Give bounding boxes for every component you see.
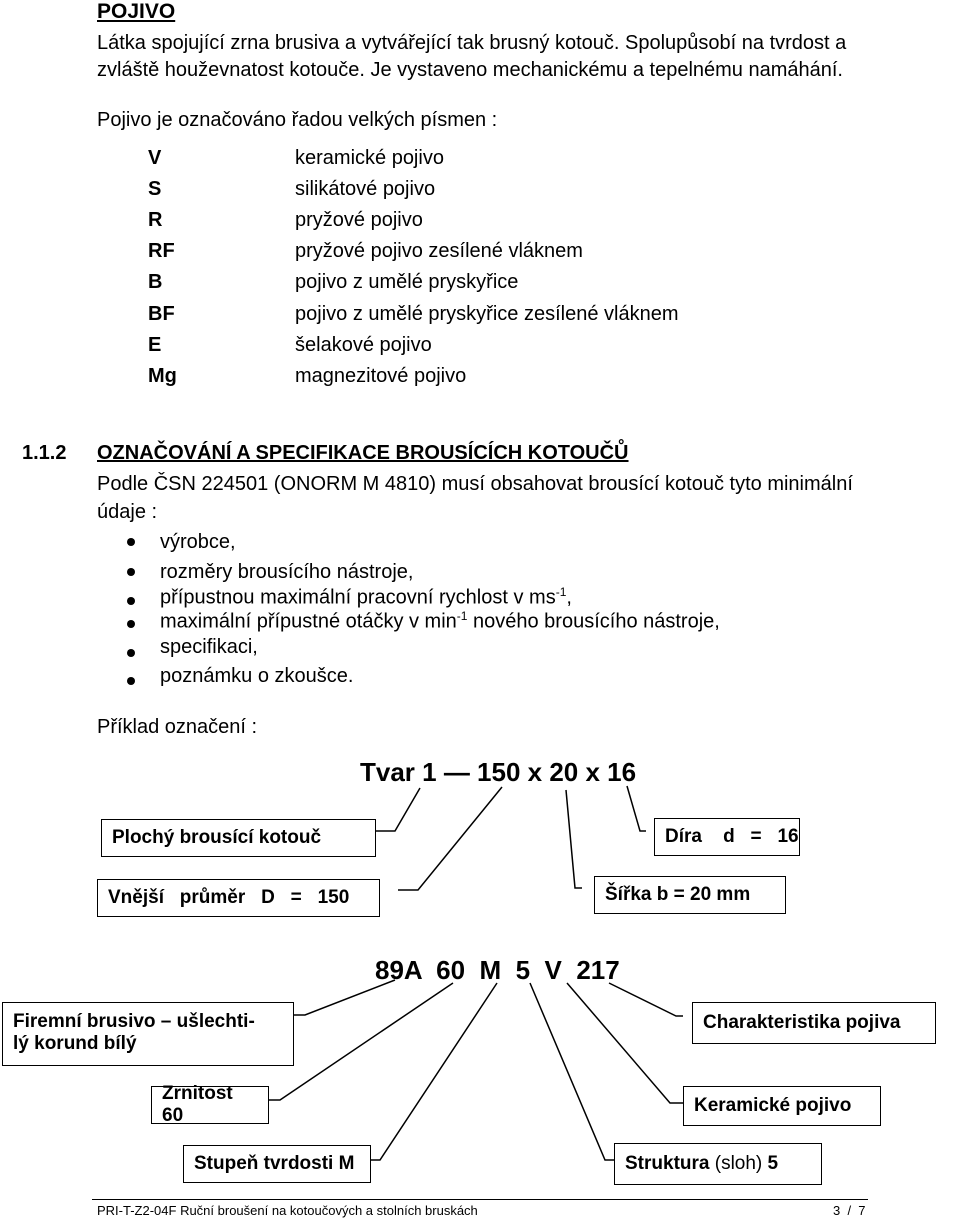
box-label: Díra d = 16: [665, 826, 799, 847]
pojivo-code: E: [148, 334, 162, 356]
pojivo-intro-line-2: zvláště houževnatost kotouče. Je vystaveno mechanickému a tepelnému namáhání.: [97, 59, 843, 81]
connector-line: [627, 786, 646, 831]
pojivo-intro-line-1: Látka spojující zrna brusiva a vytvářející tak brusný kotouč. Spolupůsobí na tvrdost a: [97, 32, 847, 54]
box-label: Keramické pojivo: [694, 1095, 852, 1116]
pojivo-code: RF: [148, 240, 175, 262]
box-label-value: 5: [767, 1153, 779, 1174]
connector-line: [609, 983, 683, 1016]
section-title: OZNAČOVÁNÍ A SPECIFIKACE BROUSÍCÍCH KOTOUČŮ: [97, 442, 629, 464]
box-width: [594, 876, 786, 914]
connector-line: [530, 983, 614, 1160]
list-item-text: nového brousícího nástroje,: [467, 610, 720, 633]
pojivo-desc: pryžové pojivo: [295, 209, 423, 231]
pojivo-code: B: [148, 271, 163, 293]
box-abrasive: [2, 1002, 294, 1066]
box-hole-diameter: [654, 818, 800, 856]
pojivo-code: V: [148, 147, 162, 169]
pojivo-desc: magnezitové pojivo: [295, 365, 467, 387]
list-item: poznámku o zkoušce.: [160, 665, 354, 687]
pojivo-code: BF: [148, 303, 175, 325]
box-label: Zrnitost 60: [162, 1083, 233, 1126]
section-intro-line-2: údaje :: [97, 501, 158, 523]
box-structure: [614, 1143, 822, 1185]
box-label-normal: (sloh): [709, 1153, 768, 1174]
section-number: 1.1.2: [22, 442, 67, 464]
footer-rule: [92, 1199, 868, 1200]
pojivo-marking-intro: Pojivo je označováno řadou velkých písmen :: [97, 109, 498, 131]
connector-line: [398, 787, 502, 890]
connector-line: [566, 790, 582, 888]
box-label-bold: Struktura: [625, 1153, 710, 1174]
section-heading-pojivo: POJIVO: [97, 0, 176, 23]
box-label-line: lý korund bílý: [13, 1033, 137, 1054]
list-item: specifikaci,: [160, 636, 258, 658]
example-label: Příklad označení :: [97, 716, 258, 738]
box-label: Šířka b = 20 mm: [605, 884, 751, 905]
pojivo-desc: pryžové pojivo zesílené vláknem: [295, 240, 583, 262]
superscript: -1: [456, 609, 468, 623]
pojivo-desc: keramické pojivo: [295, 147, 444, 169]
list-item: rozměry brousícího nástroje,: [160, 561, 414, 583]
list-item: výrobce,: [160, 531, 236, 553]
pojivo-code: R: [148, 209, 163, 231]
box-label: Plochý brousící kotouč: [112, 827, 322, 848]
marking-example-specification: 89A 60 M 5 V 217: [375, 955, 620, 985]
box-label-line: Firemní brusivo – ušlechti-: [13, 1011, 255, 1032]
box-bond-characteristic: [692, 1002, 936, 1044]
box-hardness-grade: [183, 1145, 371, 1183]
pojivo-desc: šelakové pojivo: [295, 334, 432, 356]
connector-line: [567, 983, 683, 1103]
list-item-text: přípustnou maximální pracovní rychlost v ms: [160, 586, 556, 609]
box-bond-type: [683, 1086, 881, 1126]
connector-line: [267, 983, 453, 1100]
box-label: Vnější průměr D = 150: [108, 887, 350, 908]
list-item-text: ,: [566, 586, 572, 609]
marking-example-shape: Tvar 1 — 150 x 20 x 16: [360, 757, 637, 787]
box-grain-size: [151, 1083, 269, 1126]
connector-line: [375, 788, 420, 831]
list-item-text: maximální přípustné otáčky v min: [160, 610, 457, 633]
box-shape-description: [101, 819, 376, 857]
section-intro-line-1: Podle ČSN 224501 (ONORM M 4810) musí obsahovat brousící kotouč tyto minimální: [97, 473, 853, 495]
box-outer-diameter: [97, 879, 380, 917]
connector-line: [369, 983, 497, 1160]
box-label: Stupeň tvrdosti M: [194, 1153, 355, 1174]
pojivo-code: Mg: [148, 365, 177, 387]
pojivo-desc: pojivo z umělé pryskyřice: [295, 271, 519, 293]
pojivo-code: S: [148, 178, 162, 200]
footer-page-number: 3 / 7: [833, 1203, 866, 1218]
footer-title: PRI-T-Z2-04F Ruční broušení na kotoučových a stolních bruskách: [97, 1203, 478, 1218]
pojivo-desc: pojivo z umělé pryskyřice zesílené vláknem: [295, 303, 679, 325]
superscript: -1: [555, 585, 567, 599]
box-label: Charakteristika pojiva: [703, 1012, 901, 1033]
pojivo-desc: silikátové pojivo: [295, 178, 436, 200]
